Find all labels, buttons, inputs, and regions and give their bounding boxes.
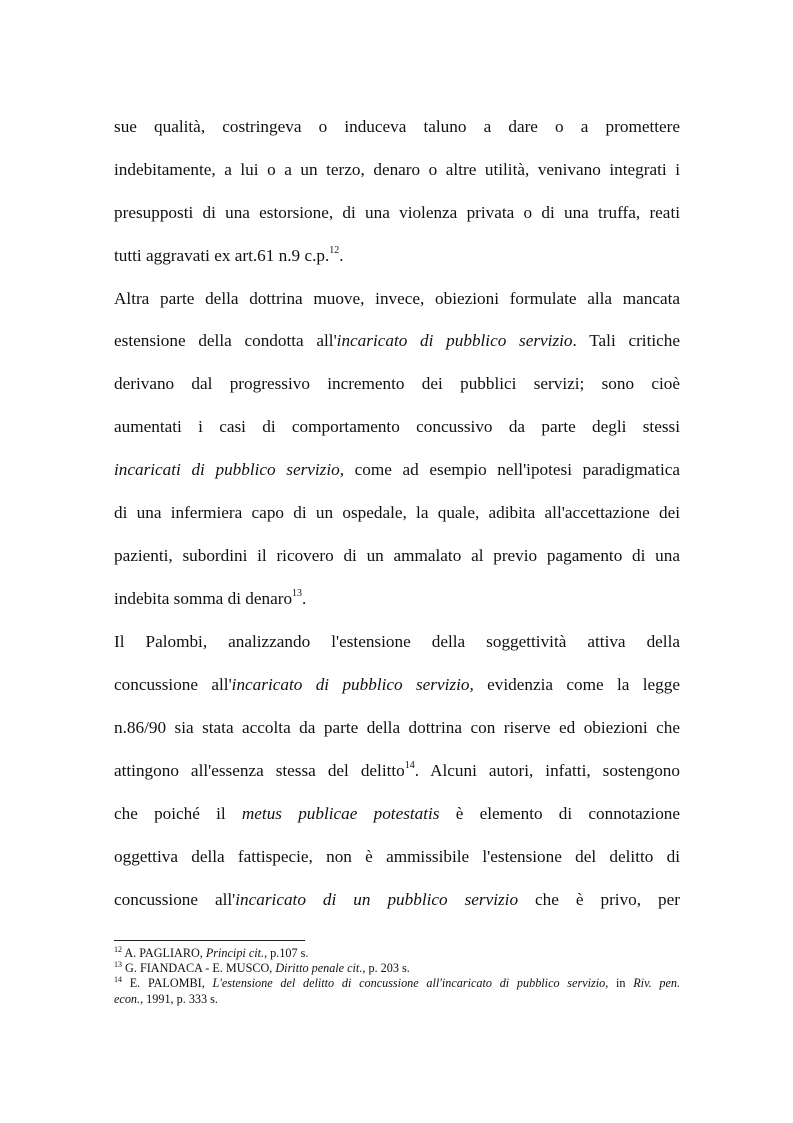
body-line-18: oggettiva della fattispecie, non è ammissibile l'estensione del delitto di: [114, 847, 680, 866]
body-line-4: tutti aggravati ex art.61 n.9 c.p.$^{12}$.: [114, 245, 344, 265]
body-line-10: di una infermiera capo di un ospedale, la quale, adibita all'accettazione dei: [114, 503, 680, 522]
footnote-14-continuation: econ., 1991, p. 333 s.: [114, 992, 218, 1006]
footnote-14: $^{14}$ E. PALOMBI, L'estensione del delitto di concussione all'incaricato di pubblico servizio, in Riv. pen.: [114, 975, 680, 990]
body-line-5: Altra parte della dottrina muove, invece, obiezioni formulate alla mancata: [114, 289, 680, 308]
body-line-16: attingono all'essenza stessa del delitto$^{14}$. Alcuni autori, infatti, sostengono: [114, 760, 680, 780]
body-line-17: che poiché il metus publicae potestatis è elemento di connotazione: [114, 804, 681, 823]
footnote-ref-14[interactable]: 14: [404, 760, 415, 771]
body-line-1: sue qualità, costringeva o induceva taluno a dare o a promettere: [114, 117, 680, 136]
body-line-15: n.86/90 sia stata accolta da parte della dottrina con riserve ed obiezioni che: [114, 718, 680, 737]
body-line-2: indebitamente, a lui o a un terzo, denaro o altre utilità, venivano integrati i: [114, 160, 680, 179]
body-line-3: presupposti di una estorsione, di una violenza privata o di una truffa, reati: [114, 203, 680, 222]
body-line-19: concussione all'incaricato di un pubblico servizio che è privo, per: [114, 890, 680, 909]
body-line-9: incaricati di pubblico servizio, come ad esempio nell'ipotesi paradigmatica: [114, 460, 680, 479]
footnote-separator: [114, 940, 305, 941]
footnote-ref-13[interactable]: 13: [292, 588, 303, 599]
body-line-11: pazienti, subordini il ricovero di un ammalato al previo pagamento di una: [114, 546, 680, 565]
body-line-14: concussione all'incaricato di pubblico servizio, evidenzia come la legge: [114, 675, 680, 694]
footnote-ref-12[interactable]: 12: [329, 245, 340, 256]
footnote-12: $^{12}$ A. PAGLIARO, Principi cit., p.107 s.: [114, 945, 309, 960]
body-line-7: derivano dal progressivo incremento dei pubblici servizi; sono cioè: [114, 374, 680, 393]
body-line-12: indebita somma di denaro$^{13}$.: [114, 588, 307, 608]
body-line-13: Il Palombi, analizzando l'estensione della soggettività attiva della: [114, 632, 680, 651]
footnote-13: $^{13}$ G. FIANDACA - E. MUSCO, Diritto penale cit., p. 203 s.: [114, 960, 410, 975]
body-line-8: aumentati i casi di comportamento concussivo da parte degli stessi: [114, 417, 680, 436]
body-line-6: estensione della condotta all'incaricato di pubblico servizio. Tali critiche: [114, 331, 680, 350]
